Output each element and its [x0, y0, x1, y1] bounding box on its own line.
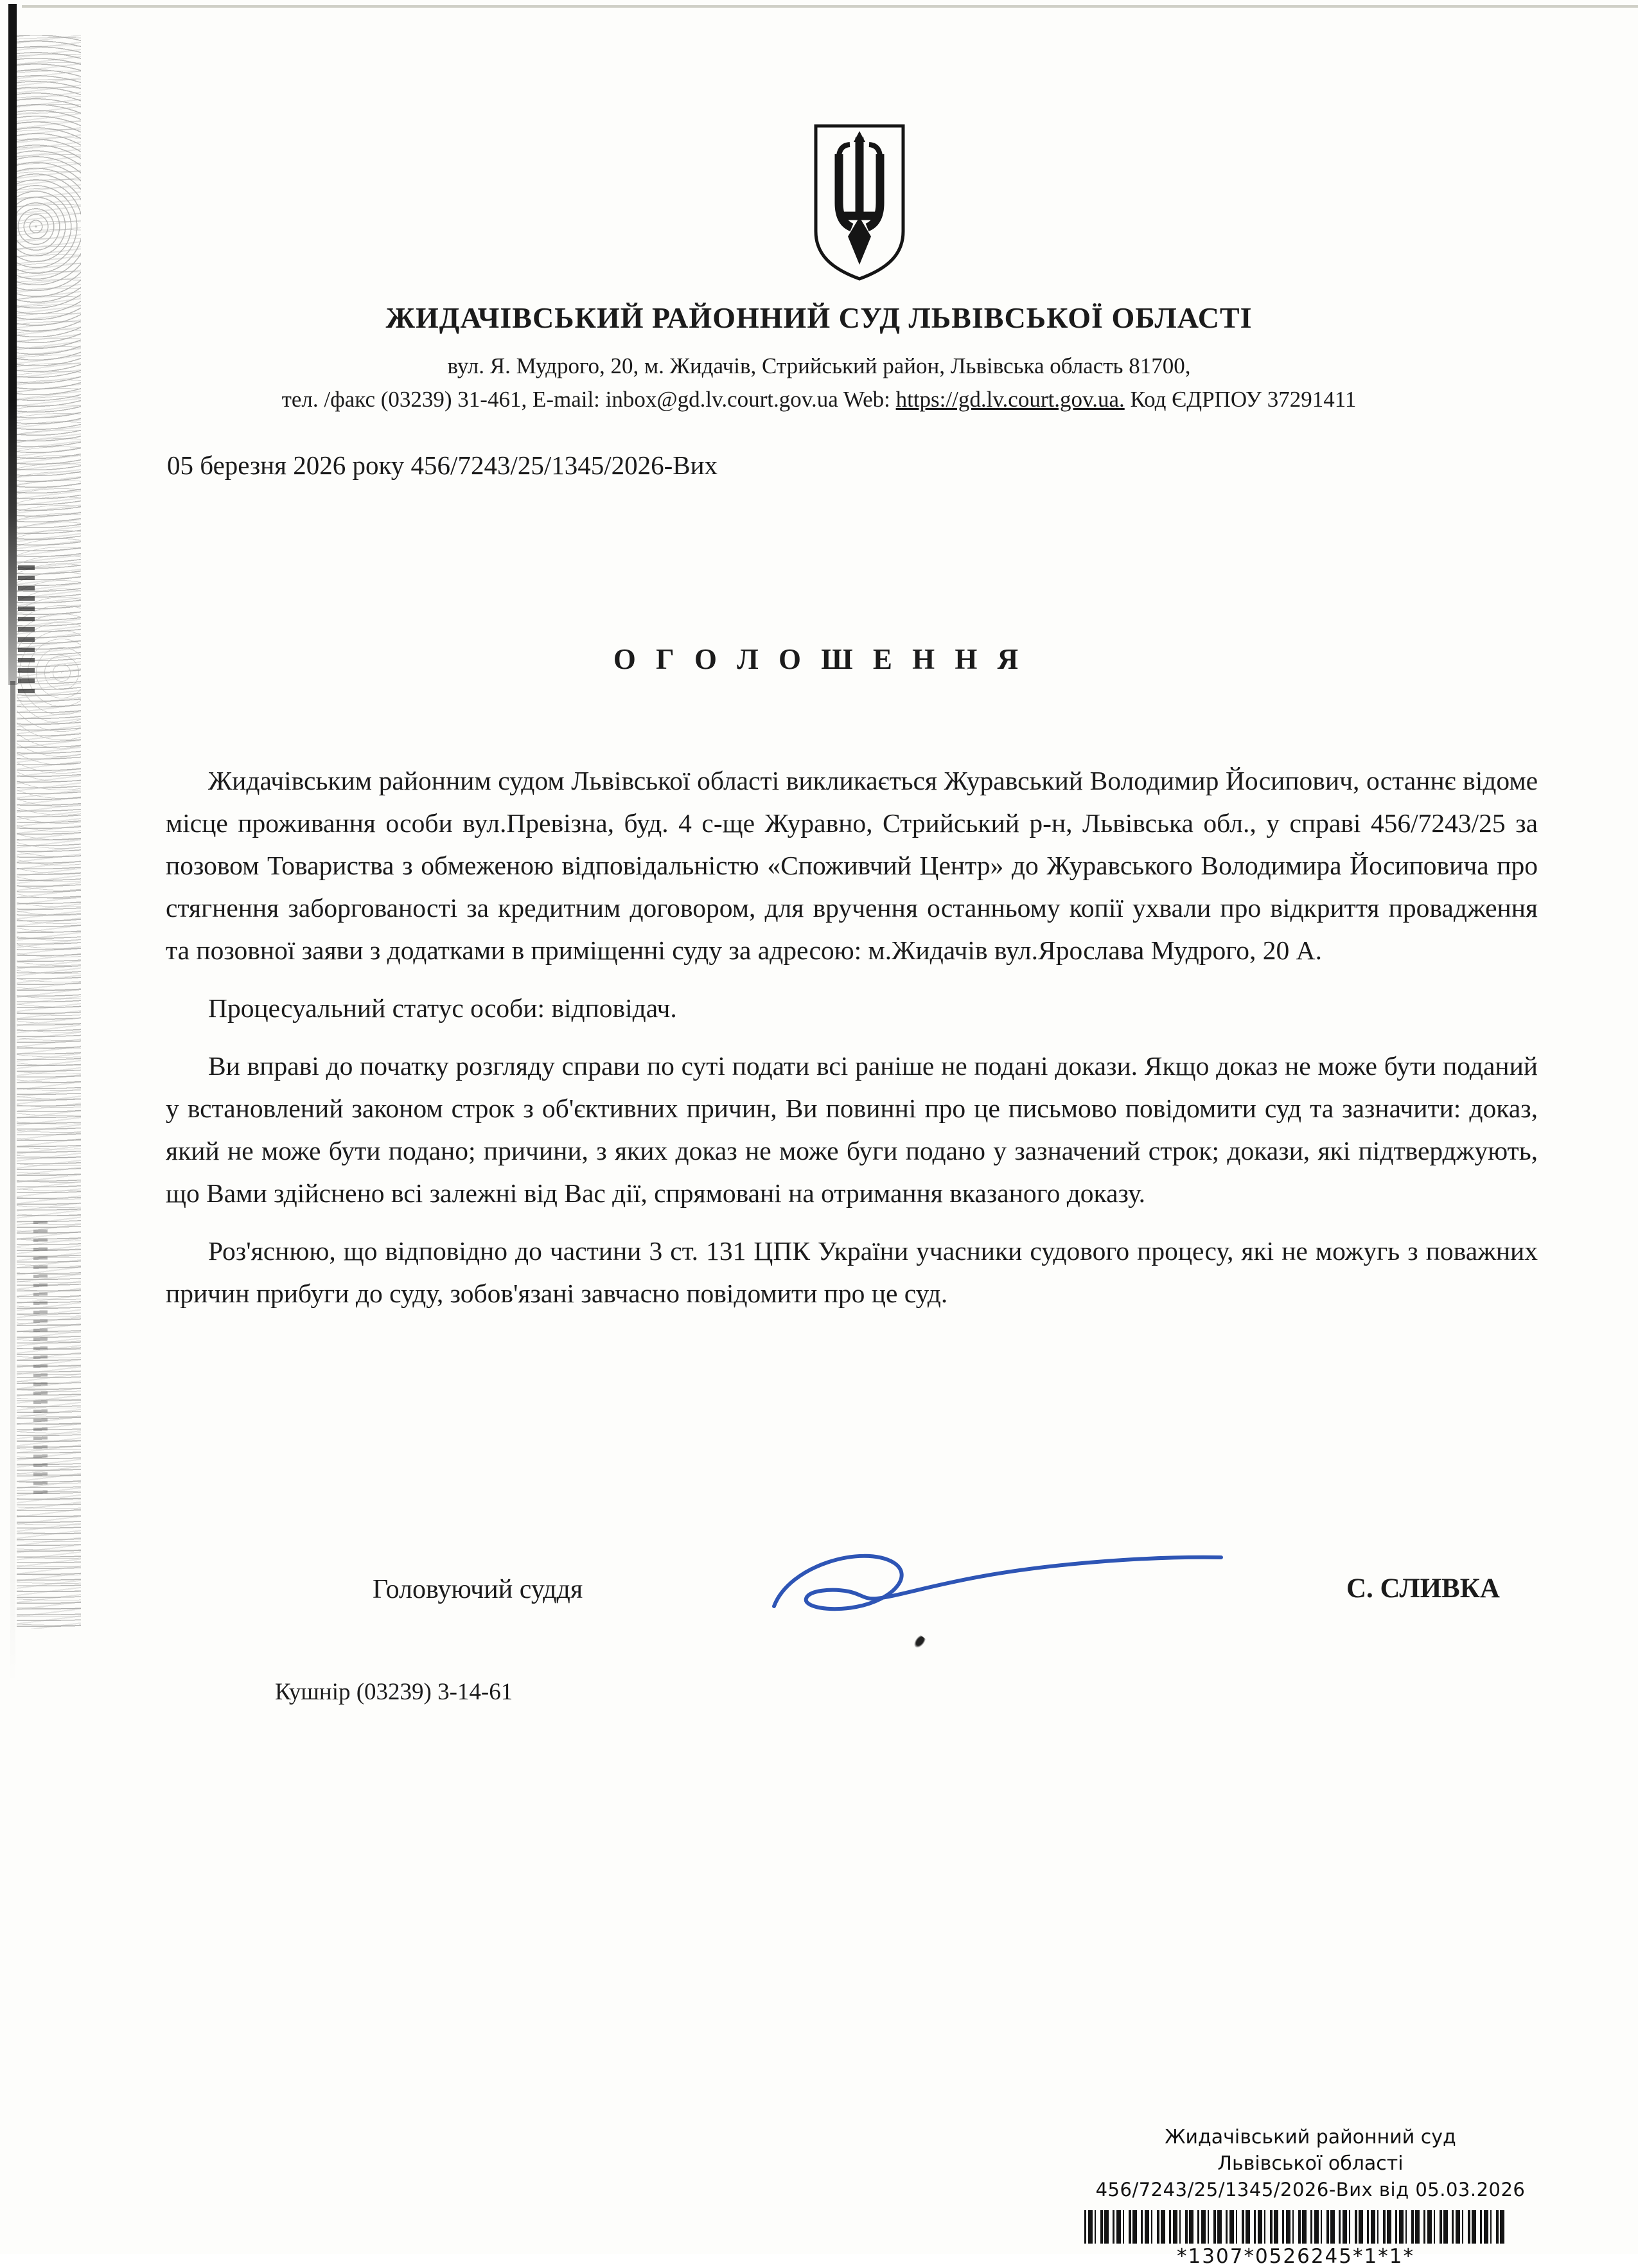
scan-edge-left-fade	[10, 681, 15, 1683]
court-address: вул. Я. Мудрого, 20, м. Жидачів, Стрийський район, Львівська область 81700,	[447, 353, 1191, 378]
stamp-court-line1: Жидачівський районний суд	[1165, 2126, 1456, 2148]
body-paragraph: Ви вправі до початку розгляду справи по суті подати всі раніше не подані докази. Якщо доказ не може бути поданий у встановлений законом строк з об'єктивних причин, Ви повинні про це письмово повідомити суд та зазначити: доказ, який не може бути подано; причини, з яких доказ не може буги подано у зазначений строк; докази, які підтверджують, що Вами здійснено всі залежні від Вас дії, спрямовані на отримання вказаного доказу.	[166, 1051, 1538, 1208]
ink-fleck	[911, 1635, 926, 1650]
barcode	[1084, 2210, 1507, 2244]
trident-emblem-icon	[811, 121, 908, 286]
judge-role-label: Головуючий суддя	[373, 1575, 583, 1604]
edrpou-code: Код ЄДРПОУ 37291411	[1124, 387, 1357, 412]
barcode-caption: *1307*0526245*1*1*	[1177, 2245, 1414, 2268]
body-paragraph: Жидачівським районним судом Львівської області викликається Журавський Володимир Йосипович, останнє відоме місце проживання особи вул.Превізна, буд. 4 с-ще Журавно, Стрийський р-н, Львівська обл., у справі 456/7243/25 за позовом Товариства з обмеженою відповідальністю «Споживчий Центр» до Журавського Володимира Йосиповича про стягнення заборгованості за кредитним договором, для вручення останньому копії ухвали про відкриття провадження та позовної заяви з додатками в приміщенні суду за адресою: м.Жидачів вул.Ярослава Мудрого, 20 А.	[166, 766, 1538, 965]
court-website-link[interactable]: https://gd.lv.court.gov.ua.	[895, 387, 1125, 412]
scan-noise-blob	[33, 1221, 48, 1497]
stamp-reference-number: 456/7243/25/1345/2026-Вих від 05.03.2026	[1095, 2179, 1526, 2201]
registration-stamp	[1092, 2124, 1529, 2203]
judge-signature	[761, 1541, 1237, 1630]
scan-edge-top	[22, 5, 1638, 8]
body-paragraph: Роз'яснюю, що відповідно до частини 3 ст. 131 ЦПК України учасники судового процесу, які не можугь з поважних причин прибуги до суду, зобов'язані завчасно повідомити про це суд.	[166, 1236, 1538, 1308]
document-body	[166, 759, 1538, 1330]
contact-text: тел. /факс (03239) 31-461, E-mail: inbox@gd.lv.court.gov.ua Web:	[281, 387, 896, 412]
body-paragraph: Процесуальний статус особи: відповідач.	[208, 993, 677, 1023]
clerk-contact-line: Кушнір (03239) 3-14-61	[275, 1679, 513, 1705]
scan-noise-band	[17, 35, 81, 1629]
court-contacts	[0, 387, 1638, 412]
stamp-court-line2: Львівської області	[1217, 2152, 1404, 2175]
date-reference-line: 05 березня 2026 року 456/7243/25/1345/2026-Вих	[167, 450, 718, 480]
court-name: ЖИДАЧІВСЬКИЙ РАЙОННИЙ СУД ЛЬВІВСЬКОЇ ОБЛАСТІ	[385, 301, 1253, 334]
document-title: О Г О Л О Ш Е Н Н Я	[613, 643, 1025, 675]
scan-edge-left	[8, 4, 17, 685]
judge-name: С. СЛИВКА	[1346, 1573, 1500, 1604]
